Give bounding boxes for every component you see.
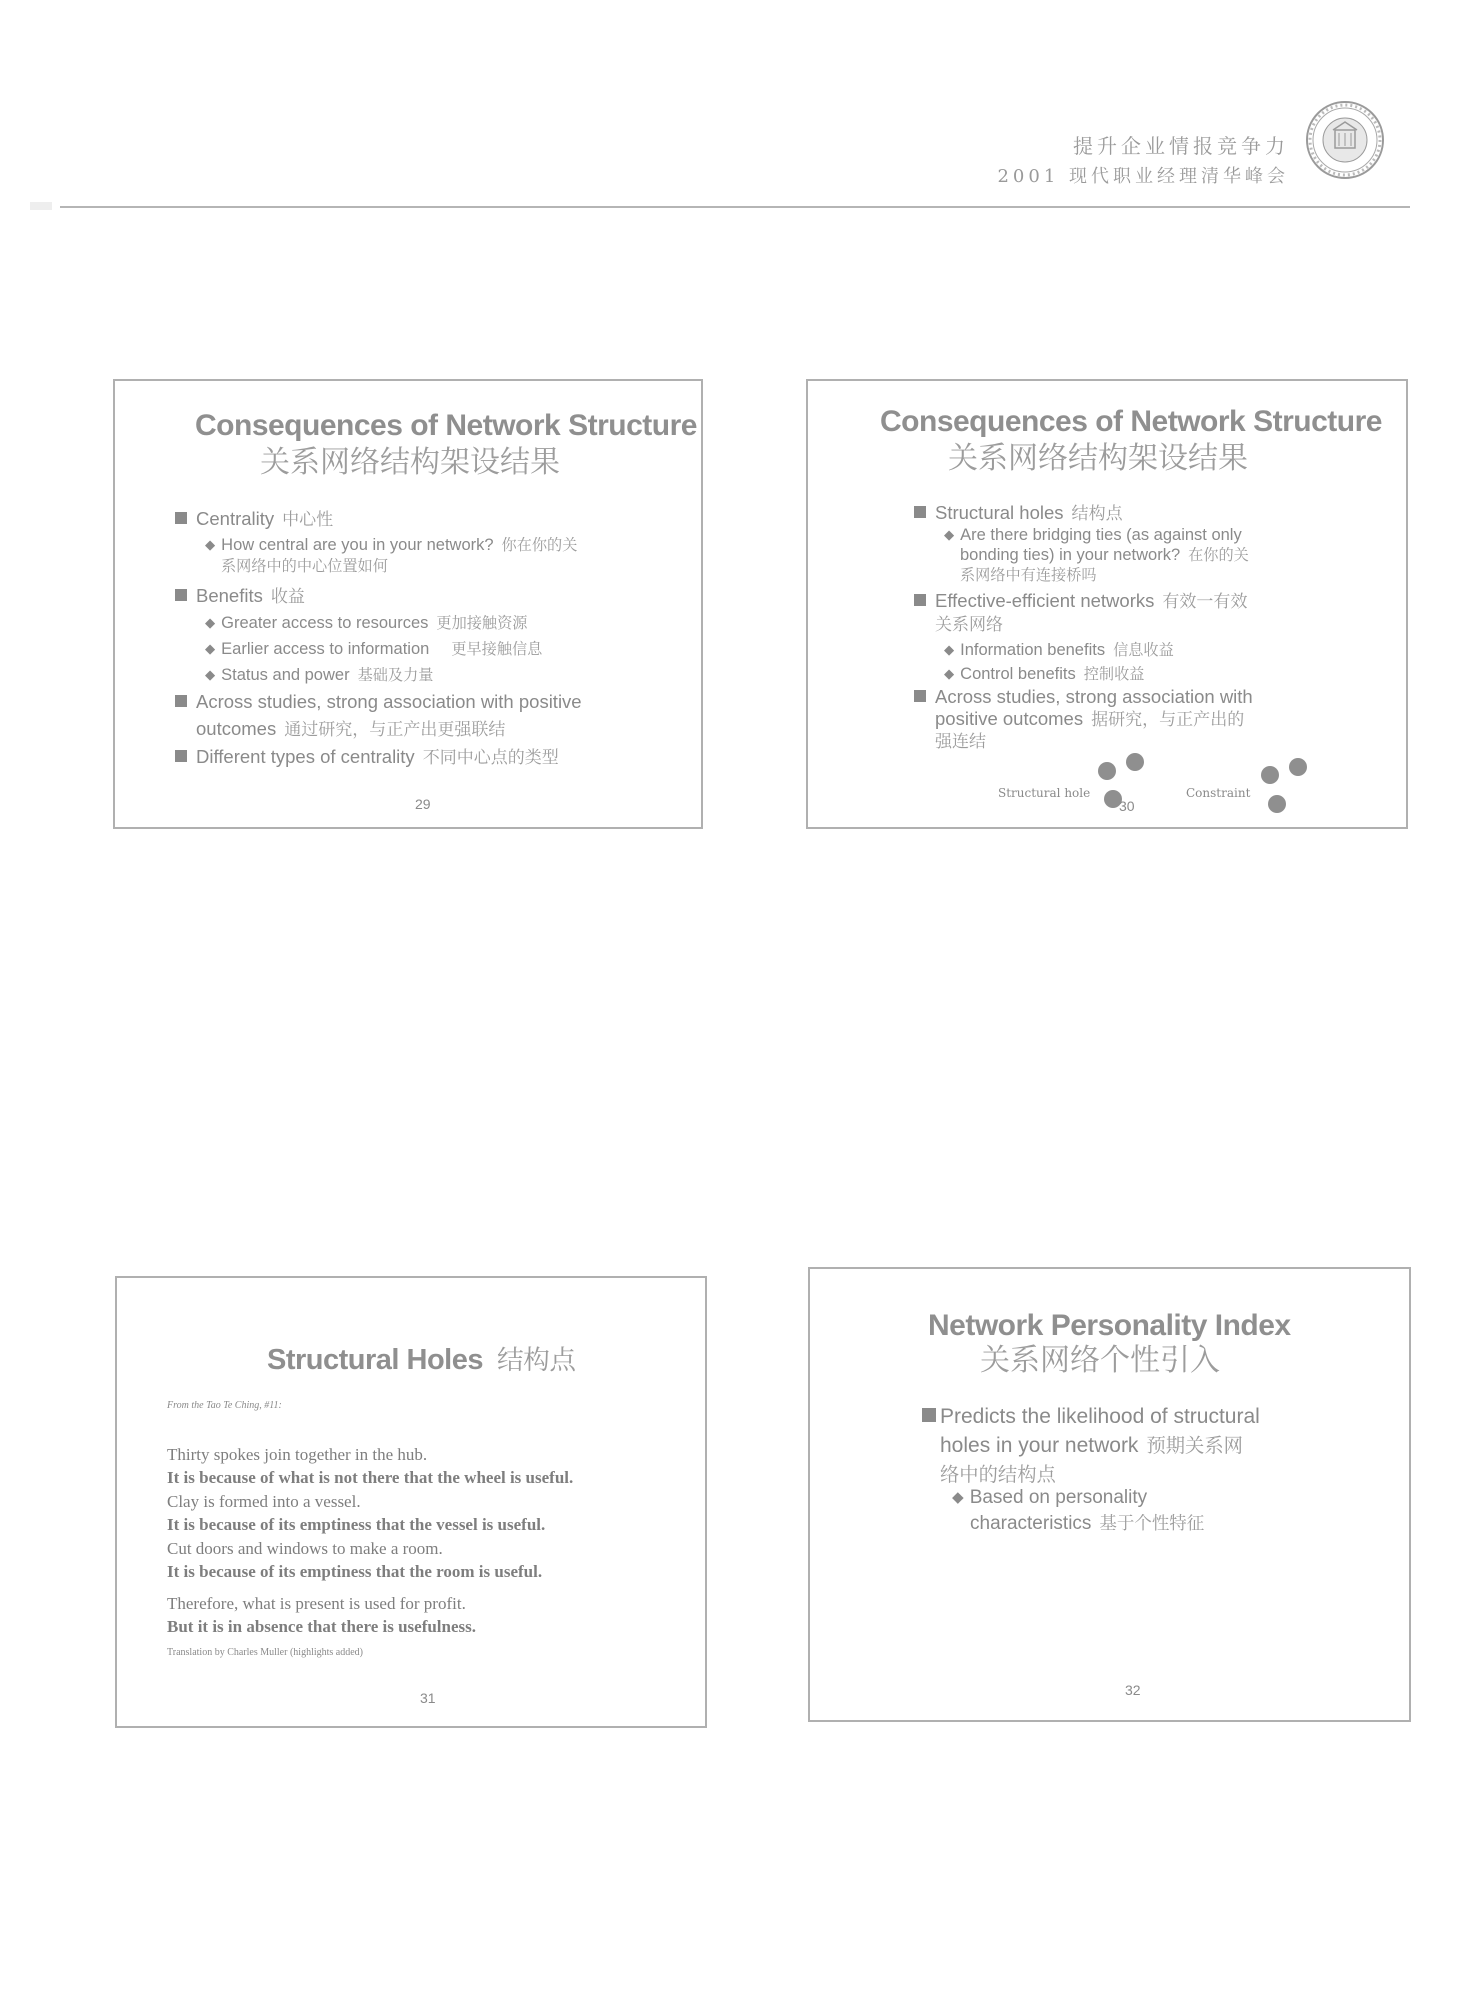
- quote-line: It is because of what is not there that the wheel is useful.: [167, 1468, 574, 1487]
- slide-title: Structural Holes 结构点: [267, 1344, 576, 1376]
- sub-bullet-status: ◆ Status and power 基础及力量: [205, 666, 434, 684]
- quote-line: It is because of its emptiness that the vessel is useful.: [167, 1515, 546, 1534]
- page-number: 29: [415, 796, 431, 812]
- diagram-node: [1268, 795, 1286, 813]
- slide-31: [115, 1276, 707, 1728]
- header-line-2: 2001 现代职业经理清华峰会: [997, 166, 1289, 187]
- slide-29: [113, 379, 703, 829]
- translation-credit: Translation by Charles Muller (highlights added): [167, 1647, 363, 1658]
- quote-line: But it is in absence that there is usefulness.: [167, 1617, 477, 1636]
- page-number: 31: [420, 1690, 436, 1706]
- bullet-effective-networks: Effective-efficient networks 有效一有效 关系网络: [914, 589, 1247, 637]
- diagram-label-structural-hole: Structural hole: [998, 786, 1091, 800]
- diamond-bullet-icon: ◆: [944, 642, 955, 657]
- diagram-label-constraint: Constraint: [1186, 786, 1251, 800]
- diamond-bullet-icon: ◆: [205, 537, 216, 552]
- diamond-bullet-icon: ◆: [952, 1489, 964, 1506]
- diamond-bullet-icon: ◆: [944, 666, 955, 681]
- sub-bullet-control-benefits: ◆ Control benefits 控制收益: [944, 665, 1145, 683]
- slide-title: Network Personality Index: [928, 1309, 1291, 1342]
- square-bullet-icon: [175, 695, 187, 707]
- bullet-predicts: Predicts the likelihood of structural holes in your network 预期关系网 络中的结构点: [922, 1402, 1260, 1489]
- slide-32: [808, 1267, 1411, 1722]
- quote-line: Clay is formed into a vessel.: [167, 1492, 361, 1511]
- bullet-across-studies: Across studies, strong association with positive outcomes 据研究，与正产出的 强连结: [914, 686, 1253, 753]
- slide-title-cn: 关系网络结构架设结果: [260, 445, 560, 480]
- slide-title: Consequences of Network Structure: [195, 409, 697, 442]
- quote-line: Therefore, what is present is used for profit.: [167, 1594, 466, 1613]
- sub-bullet-greater-access: ◆ Greater access to resources 更加接触资源: [205, 614, 528, 632]
- diamond-bullet-icon: ◆: [205, 667, 216, 682]
- square-bullet-icon: [175, 750, 187, 762]
- bullet-different-types: Different types of centrality 不同中心点的类型: [175, 743, 559, 768]
- slide-title-cn: 关系网络结构架设结果: [948, 441, 1248, 476]
- quote-line: Thirty spokes join together in the hub.: [167, 1445, 428, 1464]
- bullet-across-studies: Across studies, strong association with positive outcomes 通过研究，与正产出更强联结: [175, 691, 582, 740]
- square-bullet-icon: [914, 690, 926, 702]
- header-line-1: 提升企业情报竞争力: [1073, 134, 1289, 158]
- diamond-bullet-icon: ◆: [205, 641, 216, 656]
- diagram-node: [1126, 753, 1144, 771]
- square-bullet-icon: [922, 1408, 936, 1422]
- quote-source: From the Tao Te Ching, #11:: [167, 1400, 282, 1411]
- header-rule-stub: [30, 202, 52, 210]
- diagram-node: [1098, 762, 1116, 780]
- square-bullet-icon: [914, 594, 926, 606]
- bullet-centrality: Centrality 中心性: [175, 505, 333, 530]
- diamond-bullet-icon: ◆: [205, 615, 216, 630]
- slide-title-cn: 关系网络个性引入: [980, 1343, 1220, 1378]
- page-number: 32: [1125, 1682, 1141, 1698]
- bullet-benefits: Benefits 收益: [175, 582, 305, 607]
- diagram-node: [1261, 766, 1279, 784]
- sub-bullet-earlier-access: ◆ Earlier access to information 更早接触信息: [205, 640, 543, 658]
- square-bullet-icon: [175, 589, 187, 601]
- sub-bullet-information-benefits: ◆ Information benefits 信息收益: [944, 641, 1174, 659]
- slide-30: [806, 379, 1408, 829]
- slide-title: Consequences of Network Structure: [880, 405, 1382, 438]
- sub-bullet-based-on-personality: ◆ Based on personality characteristics 基于个性特征: [952, 1487, 1205, 1534]
- sub-bullet-bridging: ◆ Are there bridging ties (as against only bonding ties) in your network? 在你的关 系网络中有连接桥吗: [944, 526, 1249, 584]
- quote-line: It is because of its emptiness that the room is useful.: [167, 1562, 543, 1581]
- square-bullet-icon: [175, 512, 187, 524]
- university-seal-icon: [1305, 100, 1385, 180]
- page-number: 30: [1119, 798, 1135, 814]
- diamond-bullet-icon: ◆: [944, 527, 955, 542]
- sub-bullet-how-central: ◆ How central are you in your network? 你在你的关 系网络中的中心位置如何: [205, 536, 578, 575]
- diagram-node: [1289, 758, 1307, 776]
- bullet-structural-holes: Structural holes 结构点: [914, 499, 1123, 524]
- quote-line: Cut doors and windows to make a room.: [167, 1539, 443, 1558]
- square-bullet-icon: [914, 506, 926, 518]
- header-rule: [60, 206, 1410, 208]
